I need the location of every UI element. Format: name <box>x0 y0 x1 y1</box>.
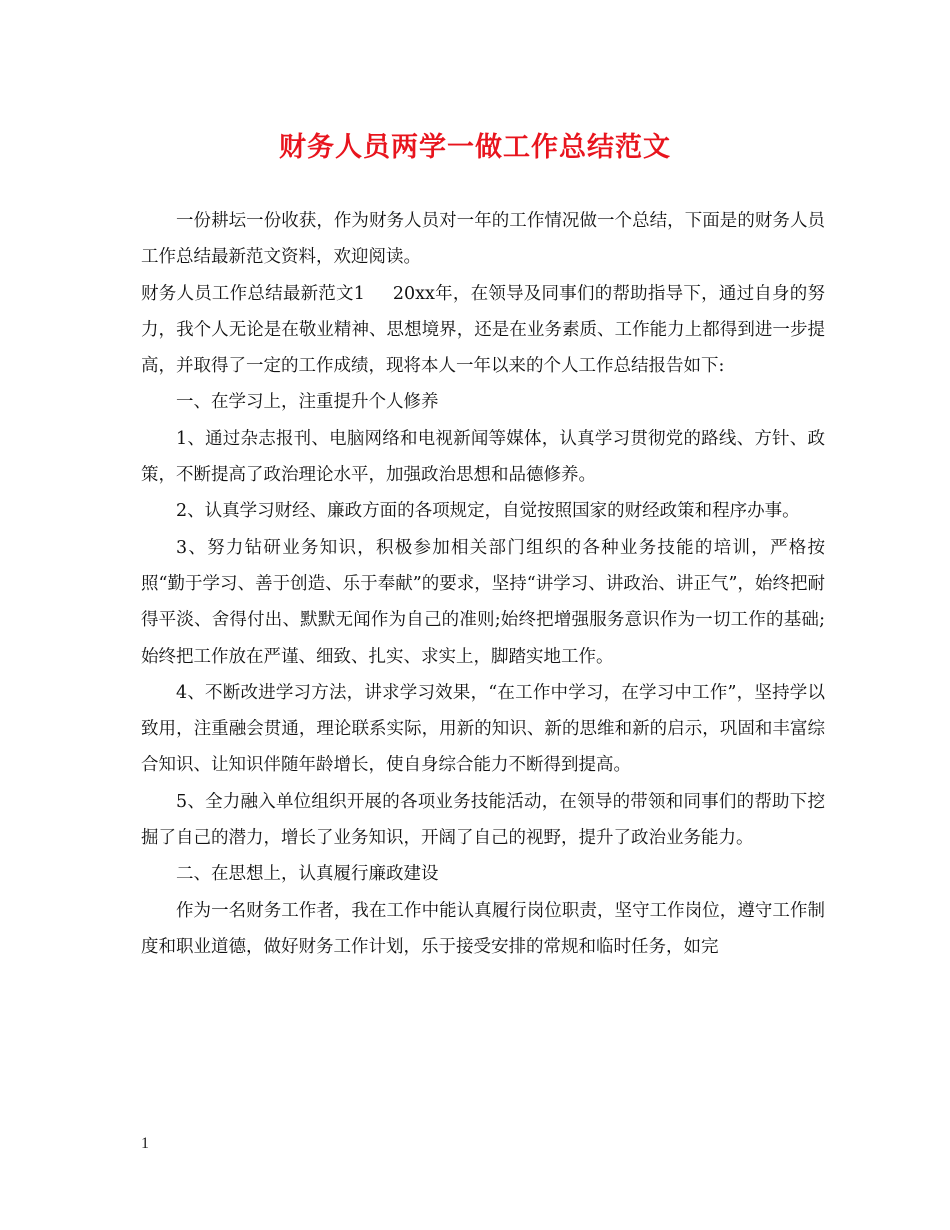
section1-heading: 一、在学习上，注重提升个人修养 <box>176 392 439 413</box>
list-item-1: 1、通过杂志报刊、电脑网络和电视新闻等媒体，认真学习贯彻党的路线、方针、政策，不断提高了政治理论水平，加强政治思想和品德修养。 <box>141 428 825 486</box>
sample-opening: 20xx年，在领导及同事们的帮助指导下，通过自身的努力，我个人无论是在敬业精神、思想境界，还是在业务素质、工作能力上都得到进一步提高，并取得了一定的工作成绩，现将本人一年以来的个人工作总结报告如下: <box>141 283 825 377</box>
list-item-4: 4、不断改进学习方法，讲求学习效果，“在工作中学习，在学习中工作”，坚持学以致用，注重融会贯通，理论联系实际，用新的知识、新的思维和新的启示，巩固和丰富综合知识、让知识伴随年龄增长，使自身综合能力不断得到提高。 <box>141 682 825 776</box>
list-item-5: 5、全力融入单位组织开展的各项业务技能活动，在领导的带领和同事们的帮助下挖掘了自己的潜力，增长了业务知识，开阔了自己的视野，提升了政治业务能力。 <box>141 791 825 849</box>
section2-heading: 二、在思想上，认真履行廉政建设 <box>176 864 439 885</box>
page-number: 1 <box>141 1135 149 1152</box>
list-item-2: 2、认真学习财经、廉政方面的各项规定，自觉按照国家的财经政策和程序办事。 <box>176 501 800 522</box>
document-body <box>141 203 825 965</box>
section2-paragraph: 作为一名财务工作者，我在工作中能认真履行岗位职责，坚守工作岗位，遵守工作制度和职业道德，做好财务工作计划，乐于接受安排的常规和临时任务，如完 <box>141 900 825 957</box>
list-item-3: 3、努力钻研业务知识，积极参加相关部门组织的各种业务技能的培训，严格按照“勤于学习、善于创造、乐于奉献”的要求，坚持“讲学习、讲政治、讲正气”，始终把耐得平淡、舍得付出、默默无闻作为自己的准则;始终把增强服务意识作为一切工作的基础;始终把工作放在严谨、细致、扎实、求实上，脚踏实地工作。 <box>141 537 825 667</box>
intro-paragraph: 一份耕坛一份收获，作为财务人员对一年的工作情况做一个总结，下面是的财务人员工作总结最新范文资料，欢迎阅读。 <box>141 211 825 268</box>
sample-heading: 财务人员工作总结最新范文1 <box>141 283 365 304</box>
sample-paragraph <box>141 276 825 385</box>
document-title: 财务人员两学一做工作总结范文 <box>279 132 671 163</box>
